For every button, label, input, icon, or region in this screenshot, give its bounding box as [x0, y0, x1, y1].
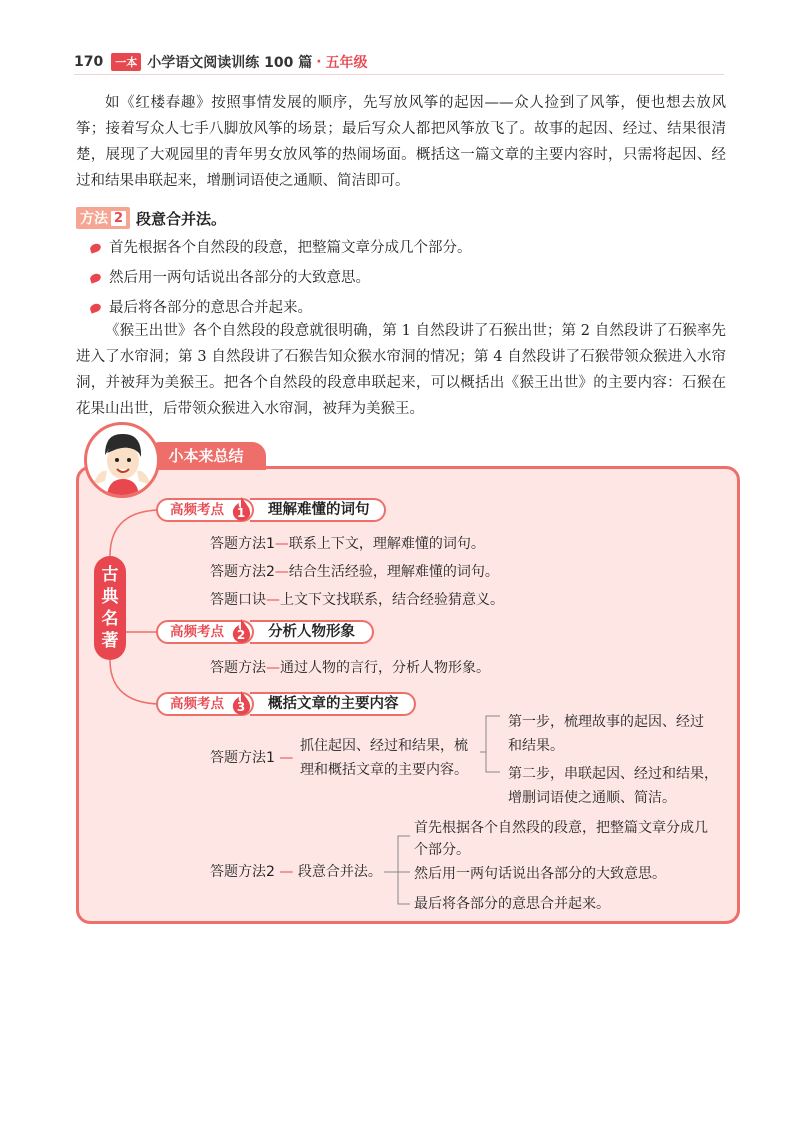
kp2-label: 高频考点 — [156, 620, 254, 644]
kp1-label: 高频考点 — [156, 498, 254, 522]
bullet-icon — [89, 272, 102, 283]
kp3-title: 概括文章的主要内容 — [268, 696, 399, 712]
method-text: 联系上下文，理解难懂的词句。 — [288, 536, 485, 552]
method-steps-list — [90, 233, 472, 323]
kp2-number: 2 — [236, 628, 246, 642]
flame-number-icon — [230, 690, 252, 714]
grade-label: 五年级 — [325, 55, 368, 71]
method-text: 段意合并法。 — [297, 864, 382, 880]
list-item — [90, 233, 472, 263]
kp3-method1-text-line2: 理和概括文章的主要内容。 — [300, 762, 468, 778]
category-char: 名 — [101, 609, 119, 629]
method-label: 答题方法2 — [210, 864, 275, 880]
kp3-step1-line2: 和结果。 — [508, 738, 564, 754]
example-paragraph-1: 如《红楼春趣》按照事情发展的顺序，先写放风筝的起因——众人捡到了风筝，便也想去放风筝；接着写众人七手八脚放风筝的场景；最后写众人都把风筝放飞了。故事的起因、经过、结果很清楚，展现了大观园里的青年男女放风筝的热闹场面。概括这一篇文章的主要内容时，只需将起因、经过和结果串联起来，增删词语使之通顺、简洁即可。 — [76, 95, 726, 189]
method-text: 通过人物的言行，分析人物形象。 — [280, 660, 490, 676]
kp1-number: 1 — [236, 506, 246, 520]
kp3-m2-step1-line1: 首先根据各个自然段的段意，把整篇文章分成几 — [414, 820, 708, 836]
kp3-method2 — [210, 860, 382, 884]
header-divider — [74, 74, 724, 75]
method-label: 答题方法 — [210, 660, 266, 676]
method-number: 2 — [111, 211, 126, 226]
book-title: 小学语文阅读训练 100 篇 — [147, 55, 313, 71]
dash-connector: — — [266, 660, 280, 676]
series-logo: 一本 — [111, 53, 141, 71]
list-item — [90, 263, 472, 293]
cartoon-boy-icon — [87, 425, 157, 495]
dash-connector: — — [274, 564, 289, 580]
kp3-label: 高频考点 — [156, 692, 254, 716]
kp1-title: 理解难懂的词句 — [268, 502, 370, 518]
kp3-m2-step3: 最后将各部分的意思合并起来。 — [414, 896, 610, 912]
kp3-method1-text-line1: 抓住起因、经过和结果，梳 — [300, 738, 468, 754]
method-heading — [76, 207, 226, 229]
method-badge — [76, 207, 130, 229]
method-label: 答题方法2 — [210, 564, 275, 580]
summary-tab: 小本来总结 — [146, 442, 266, 470]
page-number: 170 — [74, 54, 104, 70]
flame-number-icon — [230, 618, 252, 642]
kp2-line1 — [210, 656, 490, 680]
category-char: 著 — [101, 631, 119, 651]
method-badge-label: 方法 — [80, 211, 108, 227]
kp3-m2-step1-line2: 个部分。 — [414, 842, 470, 858]
kp1-line3 — [210, 588, 504, 612]
kp3-step1-line1: 第一步，梳理故事的起因、经过 — [508, 714, 704, 730]
kp3-step2-line2: 增删词语使之通顺、简洁。 — [508, 790, 676, 806]
category-char: 古 — [101, 565, 119, 585]
dash-connector: — — [274, 750, 294, 766]
method-title: 段意合并法。 — [136, 209, 227, 228]
method-text: 结合生活经验，理解难懂的词句。 — [288, 564, 499, 580]
flame-number-icon — [230, 496, 252, 520]
category-char: 典 — [101, 587, 119, 607]
kp3-m2-step2: 然后用一两句话说出各部分的大致意思。 — [414, 866, 666, 882]
title-separator: · — [316, 54, 322, 70]
kp2-title: 分析人物形象 — [268, 624, 355, 640]
kp3-number: 3 — [236, 700, 246, 714]
method-label: 答题方法1 — [210, 536, 275, 552]
avatar — [84, 422, 160, 498]
dash-connector: — — [274, 536, 289, 552]
bullet-icon — [89, 302, 102, 313]
bullet-icon — [89, 242, 102, 253]
method-label: 答题方法1 — [210, 750, 275, 766]
kp1-line1 — [210, 532, 485, 556]
list-item-text: 最后将各部分的意思合并起来。 — [109, 300, 312, 316]
list-item-text: 首先根据各个自然段的段意，把整篇文章分成几个部分。 — [109, 240, 472, 256]
kp3-method1 — [210, 746, 293, 770]
method-text: 上文下文找联系，结合经验猜意义。 — [280, 592, 504, 608]
kp1-line2 — [210, 560, 499, 584]
dash-connector: — — [274, 864, 298, 880]
method-label: 答题口诀 — [210, 592, 266, 608]
category-label — [94, 556, 126, 660]
list-item-text: 然后用一两句话说出各部分的大致意思。 — [109, 270, 370, 286]
kp3-step2-line1: 第二步，串联起因、经过和结果， — [508, 766, 718, 782]
dash-connector: — — [266, 592, 280, 608]
page-header — [74, 52, 368, 72]
example-paragraph-2: 《猴王出世》各个自然段的段意就很明确，第 1 自然段讲了石猴出世；第 2 自然段讲了石猴率先进入了水帘洞；第 3 自然段讲了石猴告知众猴水帘洞的情况；第 4 自然段讲了石猴带领众猴进入水帘洞，并被拜为美猴王。把各个自然段的段意串联起来，可以概括出《猴王出世》的主要内容：石猴在花果山出世，后带领众猴进入水帘洞，被拜为美猴王。 — [76, 323, 726, 417]
